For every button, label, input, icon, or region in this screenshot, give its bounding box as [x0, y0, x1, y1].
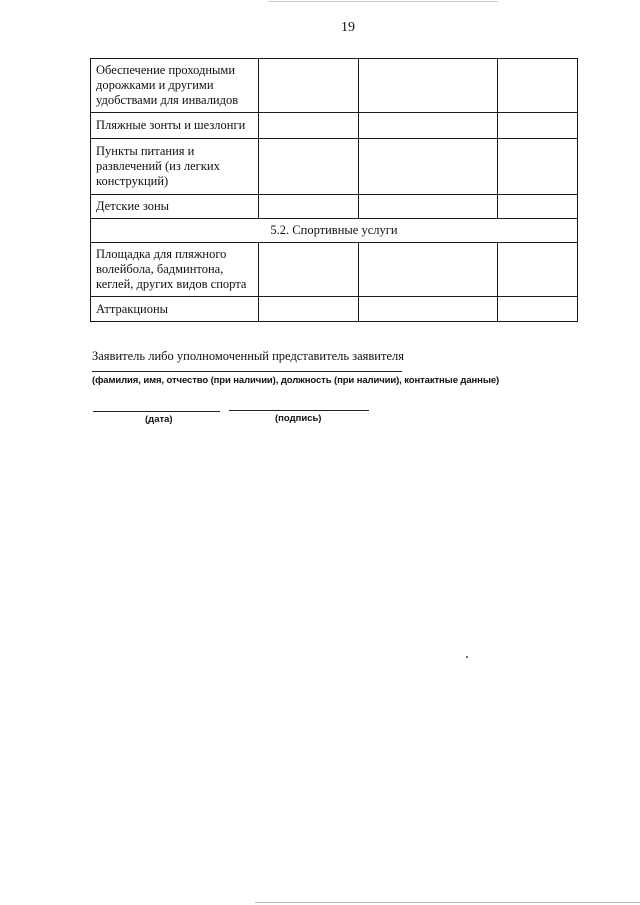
table-cell	[498, 195, 578, 219]
table-cell	[259, 113, 359, 139]
scan-speck	[466, 656, 468, 658]
row-label: Аттракционы	[91, 297, 259, 322]
table-cell	[359, 113, 498, 139]
page-number: 19	[341, 20, 355, 35]
signature-caption: (подпись)	[275, 413, 322, 424]
table-row	[91, 243, 578, 297]
name-caption: (фамилия, имя, отчество (при наличии), должность (при наличии), контактные данные)	[92, 375, 500, 386]
table-cell	[498, 243, 578, 297]
table-cell	[498, 139, 578, 195]
date-fill-line	[93, 411, 220, 412]
row-label: Пункты питания и развлечений (из легких конструкций)	[91, 139, 259, 195]
table-row	[91, 297, 578, 322]
table-cell	[498, 113, 578, 139]
section-title: 5.2. Спортивные услуги	[91, 219, 578, 243]
table-cell	[359, 59, 498, 113]
services-table	[90, 58, 578, 322]
name-fill-line	[92, 371, 402, 372]
table-row	[91, 113, 578, 139]
row-label: Площадка для пляжного волейбола, бадминтона, кеглей, других видов спорта	[91, 243, 259, 297]
scan-edge-line	[268, 1, 498, 2]
applicant-title: Заявитель либо уполномоченный представитель заявителя	[92, 349, 404, 363]
table-cell	[498, 59, 578, 113]
table-row	[91, 195, 578, 219]
scan-edge-line	[255, 902, 640, 903]
table-cell	[359, 297, 498, 322]
table-cell	[359, 195, 498, 219]
table-cell	[259, 195, 359, 219]
table-row	[91, 59, 578, 113]
table-cell	[259, 139, 359, 195]
table-cell	[259, 59, 359, 113]
row-label: Детские зоны	[91, 195, 259, 219]
table-cell	[359, 243, 498, 297]
table-cell	[359, 139, 498, 195]
table-cell	[498, 297, 578, 322]
date-caption: (дата)	[145, 414, 173, 425]
table-row	[91, 139, 578, 195]
row-label: Обеспечение проходными дорожками и другими удобствами для инвалидов	[91, 59, 259, 113]
signature-fill-line	[229, 410, 369, 411]
section-header-row	[91, 219, 578, 243]
table-cell	[259, 297, 359, 322]
table-cell	[259, 243, 359, 297]
row-label: Пляжные зонты и шезлонги	[91, 113, 259, 139]
